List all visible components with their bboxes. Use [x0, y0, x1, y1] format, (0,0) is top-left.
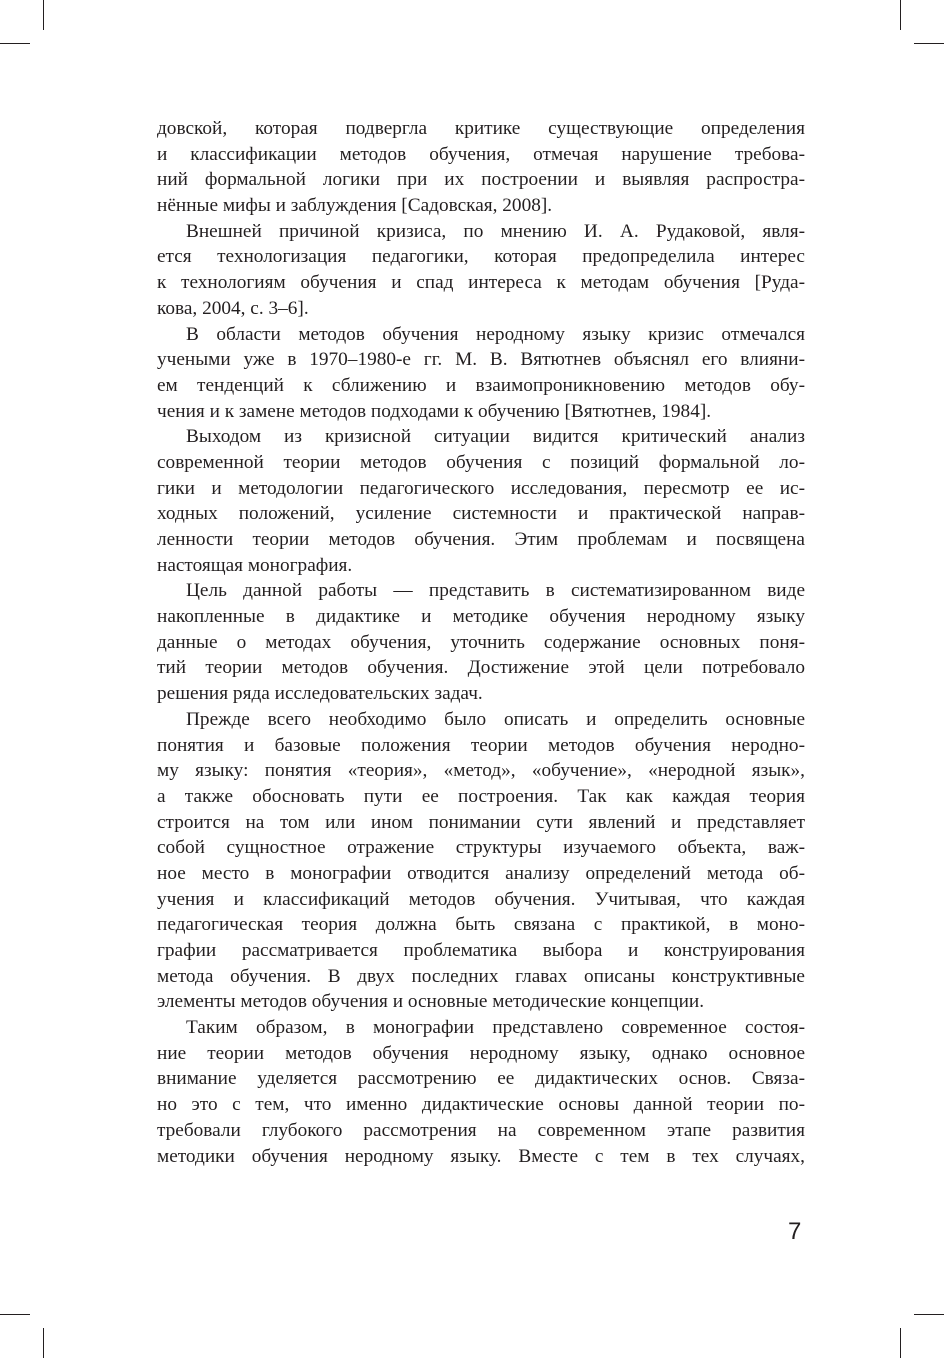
text-line: графии рассматривается проблематика выбора и конструирования [157, 940, 805, 961]
paragraph [157, 116, 805, 219]
text-line: собой сущностное отражение структуры изучаемого объекта, важ- [157, 837, 805, 859]
crop-mark [43, 1328, 44, 1358]
page-number: 7 [788, 1218, 802, 1245]
text-line: Таким образом, в монографии представлено современное состоя- [186, 1017, 805, 1039]
text-line: и классификации методов обучения, отмечая нарушение требова- [157, 143, 805, 165]
crop-mark [0, 43, 30, 44]
crop-mark [914, 1314, 944, 1315]
text-line: современной теории методов обучения с позиций формальной ло- [157, 451, 805, 473]
paragraph [157, 578, 805, 706]
text-line: Выходом из кризисной ситуации видится критический анализ [186, 426, 805, 448]
text-line: ний формальной логики при их построении и выявляя распростра- [157, 169, 805, 191]
text-line: требовали глубокого рассмотрения на современном этапе развития [157, 1119, 805, 1141]
text-line: ем тенденций к сближению и взаимопроникновению методов обу- [157, 374, 805, 396]
text-line: а также обосновать пути ее построения. Так как каждая теория [157, 785, 805, 807]
text-line: му языку: понятия «теория», «метод», «обучение», «неродной язык», [157, 760, 805, 782]
paragraph [157, 424, 805, 578]
text-line: гики и методологии педагогического исследования, пересмотр ее ис- [157, 477, 805, 499]
text-line: ется технологизация педагогики, которая предопределила интерес [157, 246, 805, 268]
text-line: довской, которая подвергла критике существующие определения [157, 118, 805, 139]
crop-mark [43, 0, 44, 30]
text-line: тий теории методов обучения. Достижение этой цели потребовало [157, 657, 805, 679]
text-line: нённые мифы и заблуждения [Садовская, 2008]. [157, 195, 553, 217]
text-line: но это с тем, что именно дидактические основы данной теории по- [157, 1094, 805, 1116]
text-line: метода обучения. В двух последних главах описаны конструктивные [157, 965, 805, 987]
text-line: к технологиям обучения и спад интереса к методам обучения [Руда- [157, 272, 805, 294]
crop-mark [914, 43, 944, 44]
text-line: элементы методов обучения и основные методические концепции. [157, 991, 705, 1013]
text-line: ходных положений, усиление системности и практической направ- [157, 503, 805, 525]
text-line: накопленные в дидактике и методике обучения неродному языку [157, 606, 805, 628]
body-text [157, 116, 805, 1169]
text-line: строится на том или ином понимании сути явлений и представляет [157, 811, 805, 833]
crop-mark [900, 1328, 901, 1358]
text-line: учеными уже в 1970–1980-е гг. М. В. Вятютнев объяснял его влияни- [157, 349, 805, 371]
text-line: ние теории методов обучения неродному языку, однако основное [157, 1042, 805, 1064]
paragraph [157, 1015, 805, 1169]
text-line: ленности теории методов обучения. Этим проблемам и посвящена [157, 529, 805, 550]
text-line: понятия и базовые положения теории методов обучения неродно- [157, 734, 805, 756]
text-line: настоящая монография. [157, 554, 353, 576]
text-line: ное место в монографии отводится анализу определений метода об- [157, 862, 805, 884]
text-line: В области методов обучения неродному языку кризис отмечался [186, 323, 805, 345]
text-line: учения и классификаций методов обучения. Учитывая, что каждая [157, 888, 805, 910]
paragraph [157, 707, 805, 1015]
text-line: кова, 2004, с. 3–6]. [157, 297, 309, 319]
text-line: Прежде всего необходимо было описать и определить основные [186, 708, 805, 730]
text-line: решения ряда исследовательских задач. [157, 683, 483, 705]
text-line: данные о методах обучения, уточнить содержание основных поня- [157, 631, 805, 653]
text-line: педагогическая теория должна быть связана с практикой, в моно- [157, 914, 805, 936]
text-line: внимание уделяется рассмотрению ее дидактических основ. Связа- [157, 1068, 805, 1090]
crop-mark [900, 0, 901, 30]
text-line: Цель данной работы — представить в систематизированном виде [186, 580, 805, 602]
paragraph [157, 219, 805, 322]
text-line: методики обучения неродному языку. Вместе с тем в тех случаях, [157, 1145, 805, 1167]
text-line: Внешней причиной кризиса, по мнению И. А. Рудаковой, явля- [186, 220, 805, 242]
crop-mark [0, 1314, 30, 1315]
paragraph [157, 322, 805, 425]
text-line: чения и к замене методов подходами к обучению [Вятютнев, 1984]. [157, 400, 712, 422]
